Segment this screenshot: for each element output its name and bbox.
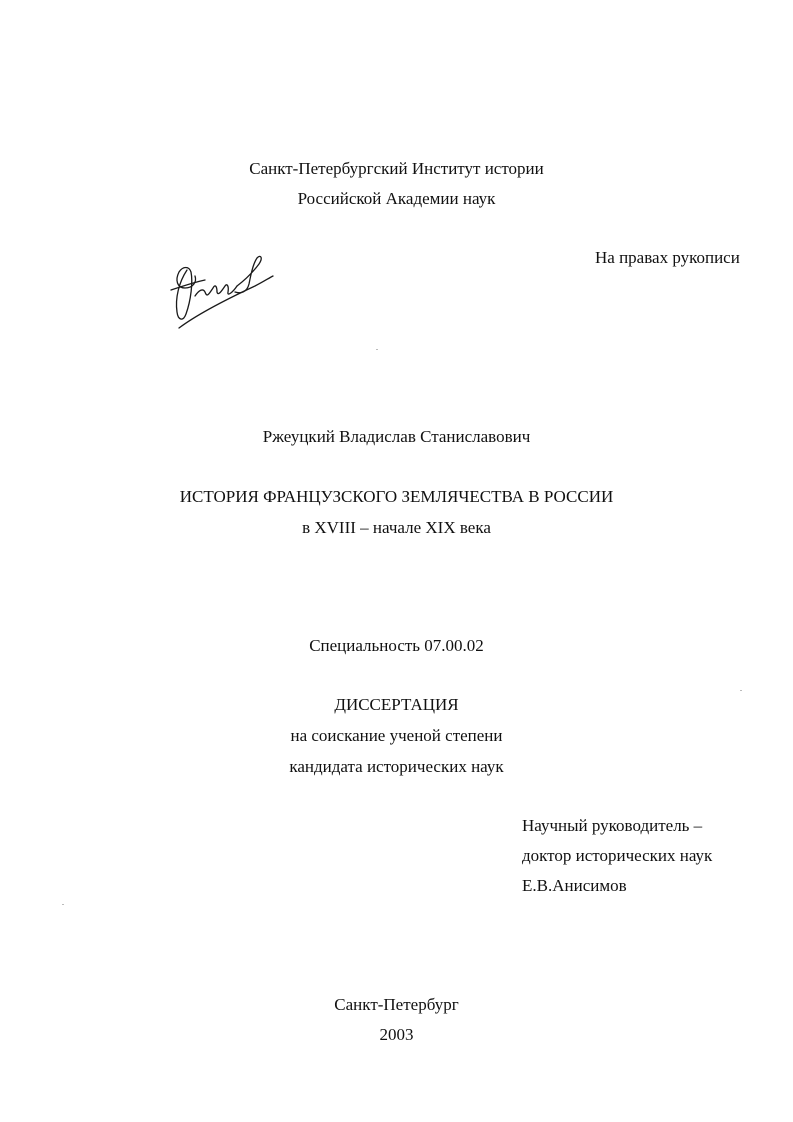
document-type-heading: ДИССЕРТАЦИЯ [334,695,459,714]
degree-line-1: на соискание ученой степени [290,726,503,745]
scan-speck [740,690,742,691]
specialty: Специальность 07.00.02 [309,636,484,655]
supervisor-name: Е.В.Анисимов [522,876,627,895]
year: 2003 [379,1025,414,1044]
author-name: Ржеуцкий Владислав Станиславович [262,427,531,446]
supervisor-role: Научный руководитель – [522,816,703,835]
dissertation-title: ИСТОРИЯ ФРАНЦУЗСКОГО ЗЕМЛЯЧЕСТВА В РОССИИ [179,487,614,506]
supervisor-degree: доктор исторических наук [522,846,713,865]
city: Санкт-Петербург [334,995,459,1014]
institution-line-1: Санкт-Петербургский Институт истории [249,159,544,178]
handwritten-signature [165,250,280,335]
institution-line-2: Российской Академии наук [297,189,496,208]
dissertation-subtitle: в XVIII – начале XIX века [302,518,491,537]
scan-speck [376,349,378,350]
manuscript-note: На правах рукописи [595,248,740,267]
scan-speck [62,904,64,905]
degree-line-2: кандидата исторических наук [289,757,504,776]
